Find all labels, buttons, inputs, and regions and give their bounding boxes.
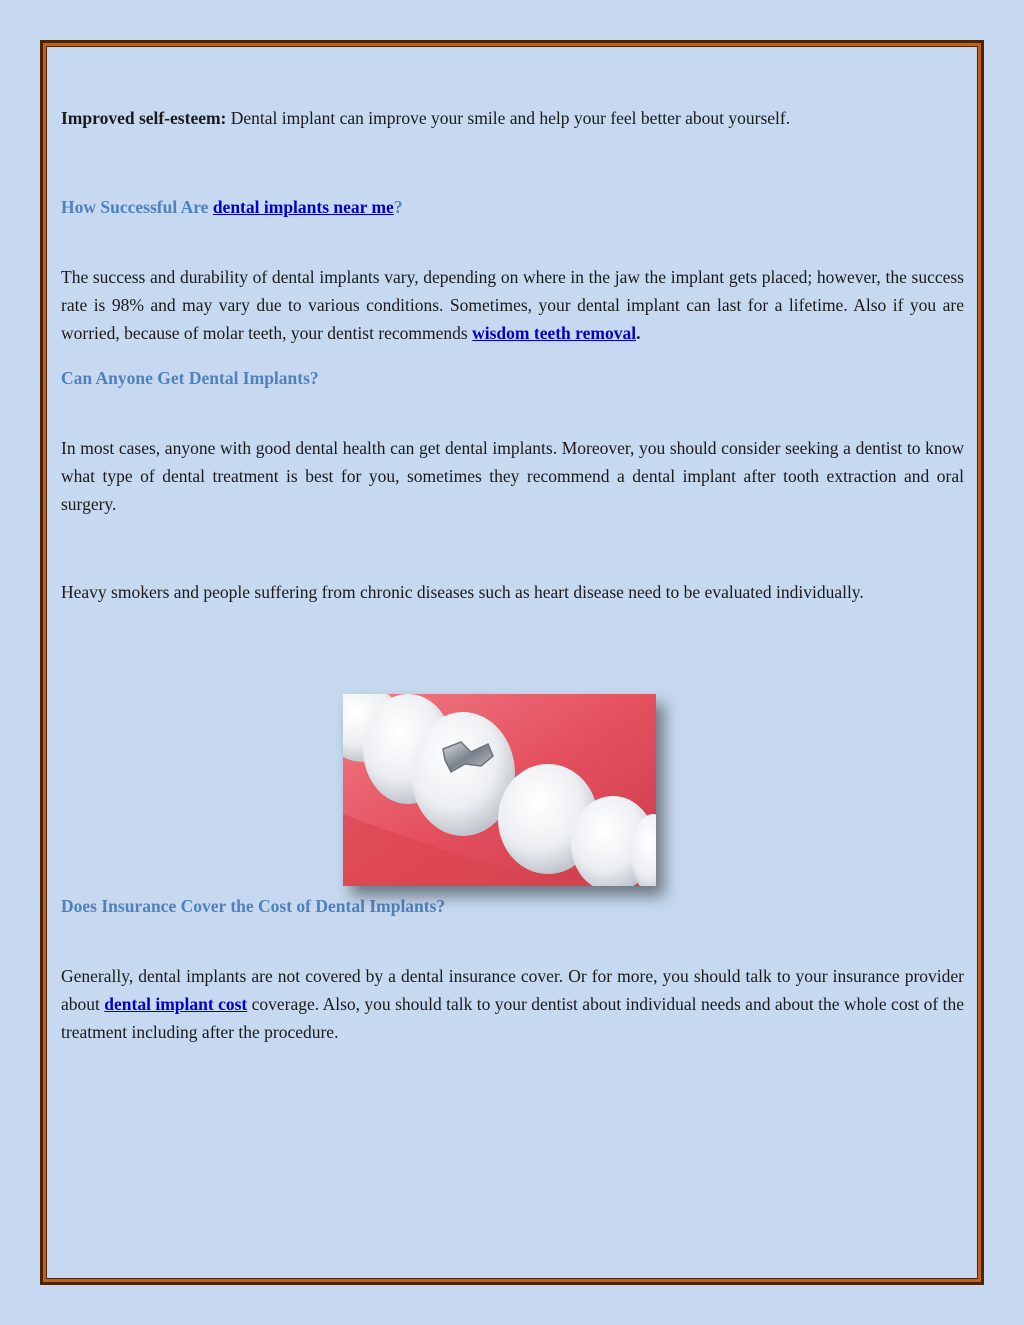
molar-teeth-image <box>343 694 656 886</box>
document-body <box>61 60 964 1046</box>
paragraph-insurance: Generally, dental implants are not covered by a dental insurance cover. Or for more, you should talk to your insurance provider about dental implant cost coverage. Also, you should talk to your dentist about individual needs and about the whole cost of the treatment including after the procedure. <box>61 966 964 1042</box>
link-wisdom-teeth-removal[interactable]: wisdom teeth removal <box>472 323 637 343</box>
teeth-illustration <box>343 694 656 886</box>
paragraph-success-rate: The success and durability of dental implants vary, depending on where in the jaw the implant gets placed; however, the success rate is 98% and may vary due to various conditions. Sometimes, your dental implant can last for a lifetime. Also if you are worried, because of molar teeth, your dentist recommends wisdom teeth removal. <box>61 267 964 343</box>
heading-insurance: Does Insurance Cover the Cost of Dental Implants? <box>61 896 446 916</box>
heading-how-successful: How Successful Are dental implants near me? <box>61 197 403 217</box>
link-dental-implant-cost[interactable]: dental implant cost <box>104 994 248 1014</box>
term-label: Improved self-esteem: <box>61 108 227 128</box>
heading-can-anyone: Can Anyone Get Dental Implants? <box>61 368 319 388</box>
paragraph-anyone-eligible: In most cases, anyone with good dental health can get dental implants. Moreover, you should consider seeking a dentist to know what type of dental treatment is best for you, sometimes they recommend a dental implant after tooth extraction and oral surgery. <box>61 438 964 514</box>
link-dental-implants-near-me[interactable]: dental implants near me <box>212 197 394 217</box>
paragraph-self-esteem: Improved self-esteem: Dental implant can improve your smile and help your feel better about yourself. <box>61 108 791 128</box>
paragraph-smokers: Heavy smokers and people suffering from chronic diseases such as heart disease need to be evaluated individually. <box>61 582 864 602</box>
